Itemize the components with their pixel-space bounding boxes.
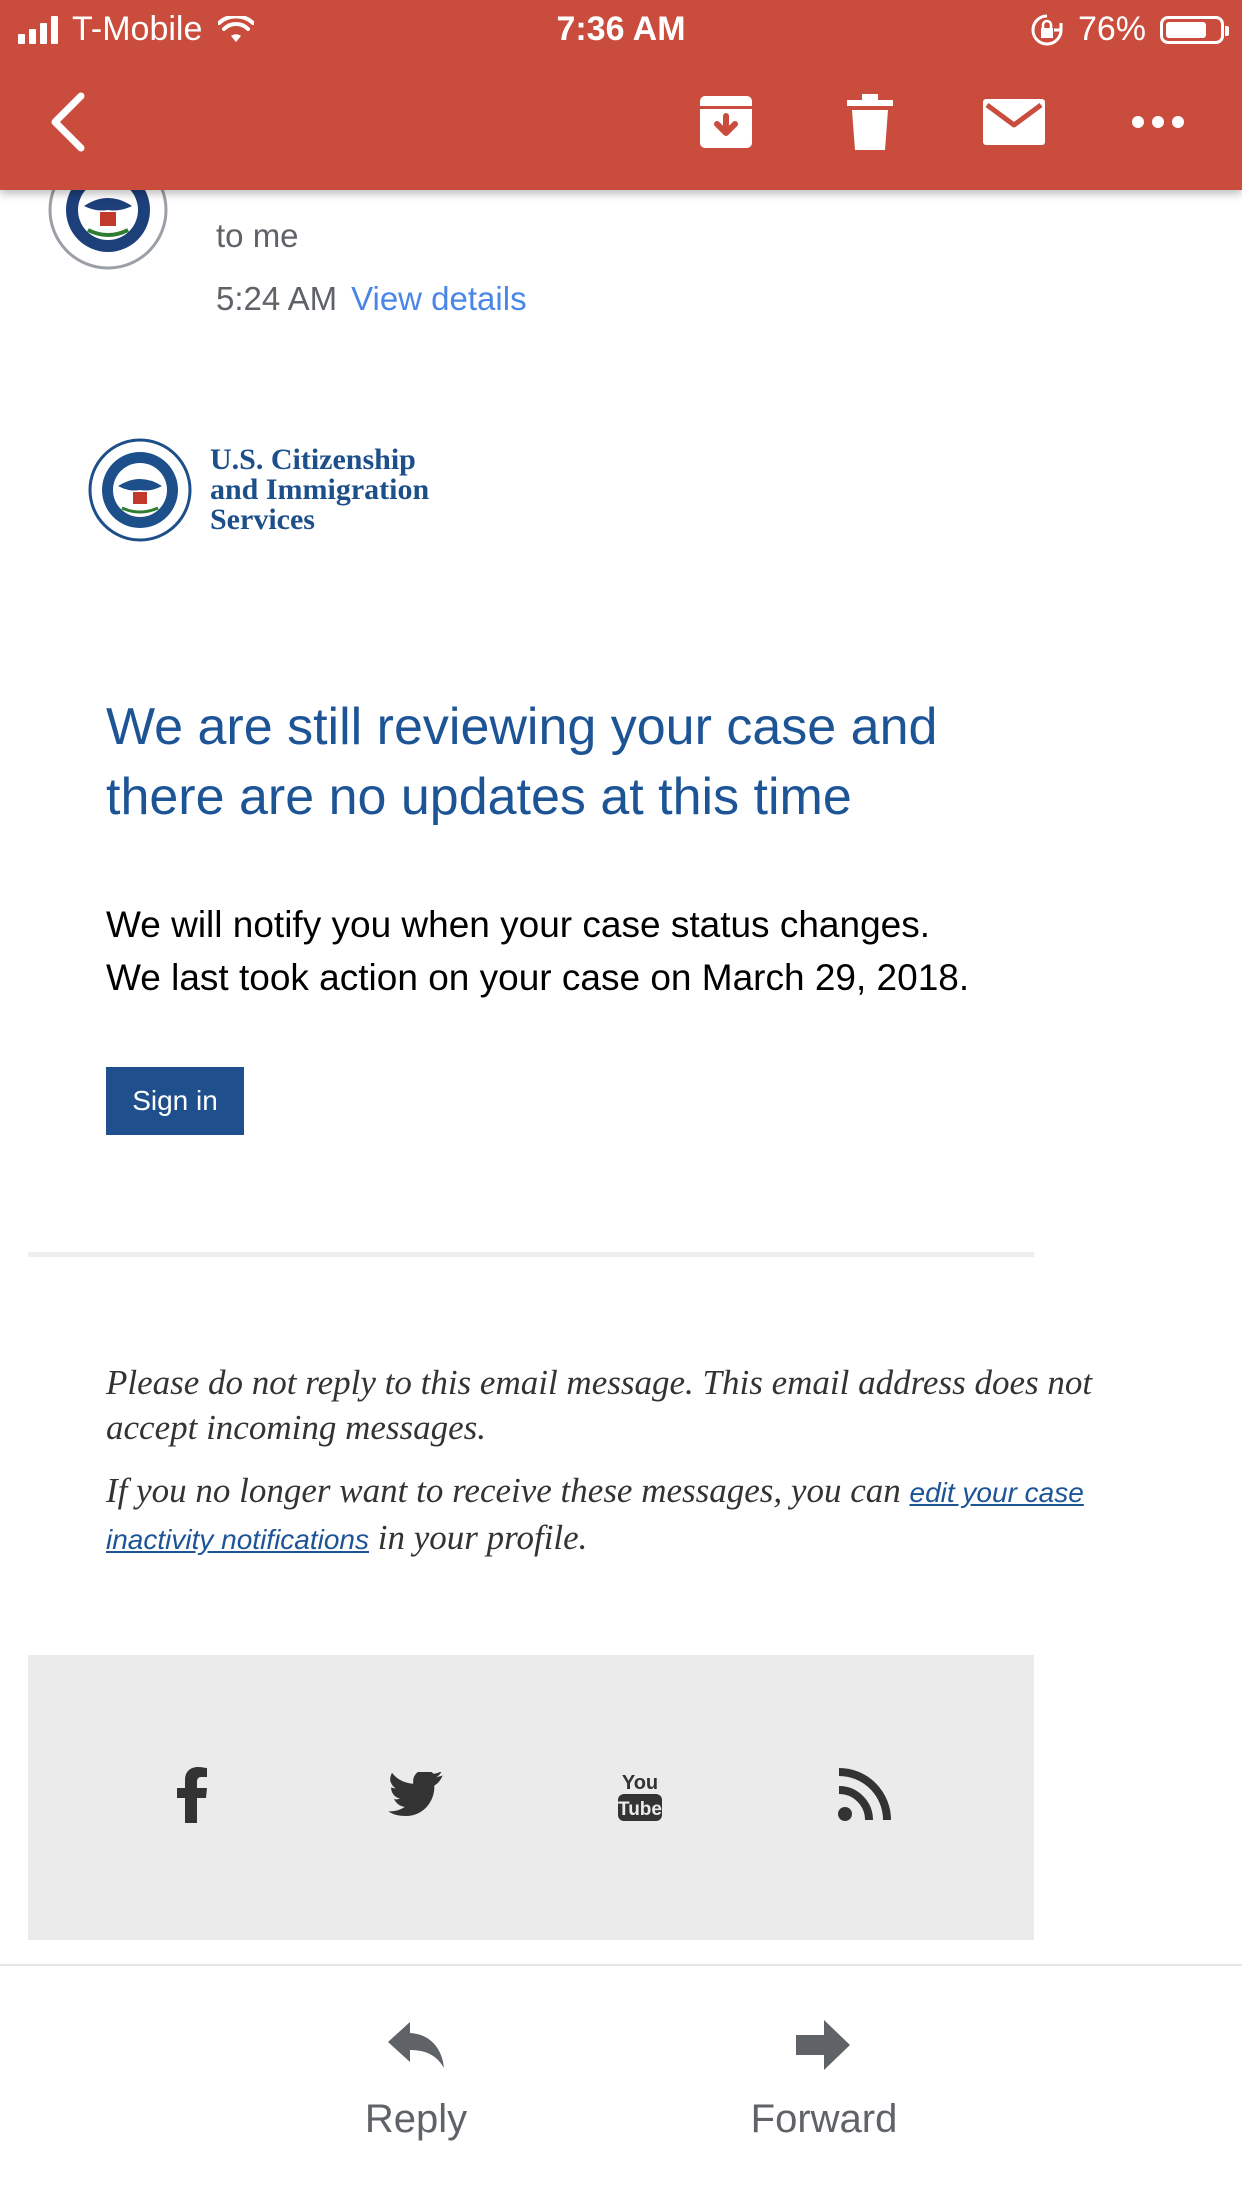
facebook-link[interactable] [152, 1755, 232, 1835]
archive-icon [698, 94, 754, 150]
status-bar [0, 0, 1242, 62]
archive-button[interactable] [686, 82, 766, 162]
email-timestamp: 5:24 AM [216, 280, 338, 317]
forward-icon [796, 2020, 852, 2070]
top-bar [0, 0, 1242, 190]
forward-button[interactable] [674, 2020, 974, 2142]
recipient-label[interactable]: to me [216, 217, 299, 254]
youtube-link[interactable] [600, 1755, 680, 1835]
rotation-lock-icon [1030, 13, 1064, 47]
message-headline [106, 692, 1106, 832]
headline-line-2: there are no updates at this time [106, 768, 852, 826]
no-reply-note: Please do not reply to this email message. This email address does not accept incoming messages. [106, 1363, 1093, 1447]
reply-icon [386, 2020, 446, 2070]
sign-in-button[interactable]: Sign in [106, 1067, 244, 1135]
bottom-separator [0, 1964, 1242, 1966]
logo-line-3: Services [210, 503, 315, 536]
unsubscribe-note [106, 1468, 1136, 1562]
status-time: 7:36 AM [556, 10, 686, 48]
body-line-1: We will notify you when your case status changes. [106, 904, 931, 945]
forward-label: Forward [750, 2097, 898, 2141]
logo-text [210, 445, 429, 535]
youtube-icon [616, 1767, 664, 1823]
rss-icon [837, 1768, 891, 1822]
mark-unread-button[interactable] [974, 82, 1054, 162]
footer-note [106, 1360, 1136, 1580]
email-meta [216, 280, 527, 318]
body-line-2: We last took action on your case on March 29, 2018. [106, 957, 970, 998]
message-body [106, 898, 1156, 1004]
content-divider [28, 1252, 1034, 1257]
headline-line-1: We are still reviewing your case and [106, 698, 938, 756]
rss-link[interactable] [824, 1755, 904, 1835]
reply-button[interactable] [266, 2020, 566, 2142]
logo-line-2: and Immigration [210, 473, 430, 506]
uscis-logo [88, 438, 429, 542]
logo-line-1: U.S. Citizenship [210, 443, 416, 476]
facebook-icon [175, 1767, 209, 1823]
battery-icon [1160, 16, 1224, 44]
mail-icon [983, 99, 1045, 145]
back-button[interactable] [28, 82, 108, 162]
battery-fill [1166, 22, 1206, 38]
back-arrow-icon [43, 92, 93, 152]
battery-percent: 76% [1077, 10, 1146, 48]
unsubscribe-text-after: in your profile. [369, 1518, 588, 1557]
status-right [1030, 10, 1224, 49]
twitter-link[interactable] [376, 1755, 456, 1835]
reply-label: Reply [364, 2097, 468, 2141]
trash-icon [847, 94, 893, 150]
more-options-button[interactable] [1118, 82, 1198, 162]
delete-button[interactable] [830, 82, 910, 162]
unsubscribe-text-before: If you no longer want to receive these messages, you can [106, 1471, 910, 1510]
view-details-link[interactable]: View details [351, 280, 527, 317]
edit-notifications-link[interactable]: edit your case inactivity notifications [106, 1477, 1084, 1555]
carrier-name: T-Mobile [72, 10, 203, 48]
youtube-text-top: You [621, 1772, 659, 1794]
social-links-box [28, 1655, 1034, 1940]
more-icon [1131, 115, 1185, 129]
dhs-seal-icon [88, 438, 192, 542]
email-toolbar [0, 62, 1242, 190]
twitter-icon [388, 1772, 444, 1818]
youtube-text-bottom: Tube [618, 1799, 662, 1820]
